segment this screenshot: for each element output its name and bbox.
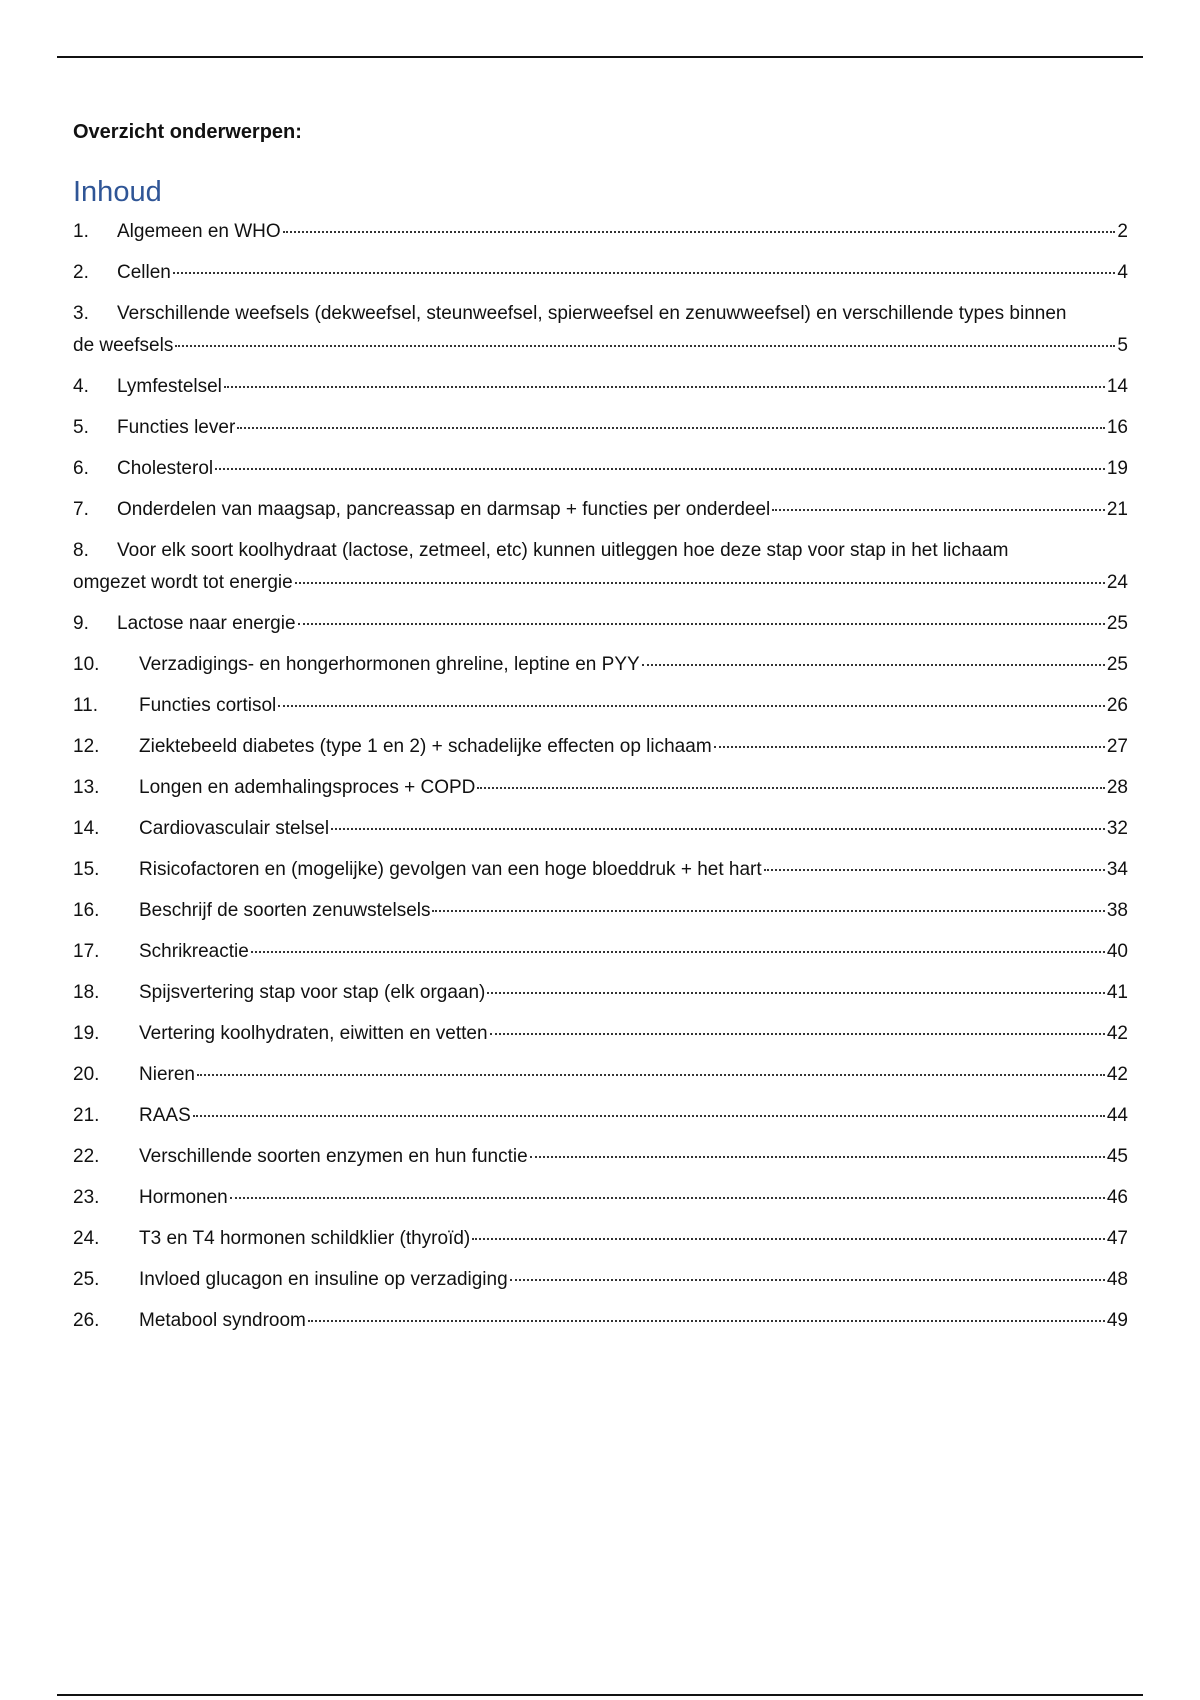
- toc-entry-first-line: [73, 298, 1128, 330]
- toc-entry-line: [73, 257, 1128, 289]
- toc-dot-leader: [487, 991, 1104, 994]
- toc-entry-number: 2.: [73, 262, 89, 283]
- toc-entry-number: 9.: [73, 613, 89, 634]
- toc-dot-leader: [283, 230, 1116, 233]
- toc-entry[interactable]: [73, 772, 1128, 804]
- toc-entry[interactable]: [73, 1182, 1128, 1214]
- toc-entry-number: 15.: [73, 859, 100, 880]
- toc-entry-title: Onderdelen van maagsap, pancreassap en darmsap + functies per onderdeel: [117, 499, 771, 520]
- toc-entry-title-continued: de weefsels: [73, 335, 174, 356]
- toc-entry-number: 3.: [73, 303, 89, 324]
- toc-entry-page: 21: [1106, 499, 1128, 520]
- toc-entry-title: Beschrijf de soorten zenuwstelsels: [139, 900, 431, 921]
- toc-entry-line: [73, 977, 1128, 1009]
- toc-entry-number: 21.: [73, 1105, 100, 1126]
- toc-dot-leader: [197, 1073, 1105, 1076]
- toc-entry-number: 13.: [73, 777, 100, 798]
- toc-entry-title: Functies lever: [117, 417, 236, 438]
- toc-entry-number: 19.: [73, 1023, 100, 1044]
- toc-entry-page: 14: [1106, 376, 1128, 397]
- toc-entry-page: 41: [1106, 982, 1128, 1003]
- toc-entry-line: [73, 1182, 1128, 1214]
- toc-entry[interactable]: [73, 895, 1128, 927]
- toc-dot-leader: [642, 663, 1105, 666]
- toc-entry-title: Verzadigings- en hongerhormonen ghreline, leptine en PYY: [139, 654, 640, 675]
- toc-entry-line: [73, 731, 1128, 763]
- toc-dot-leader: [173, 271, 1116, 274]
- toc-entry[interactable]: [73, 977, 1128, 1009]
- toc-entry-number: 20.: [73, 1064, 100, 1085]
- toc-entry-page: 27: [1106, 736, 1128, 757]
- toc-entry-number: 4.: [73, 376, 89, 397]
- table-of-contents: [73, 216, 1128, 1346]
- toc-entry-number: 16.: [73, 900, 100, 921]
- toc-entry-number: 11.: [73, 695, 99, 716]
- toc-entry[interactable]: [73, 854, 1128, 886]
- toc-entry-title: Lactose naar energie: [117, 613, 296, 634]
- toc-entry-title: Vertering koolhydraten, eiwitten en vetten: [139, 1023, 488, 1044]
- toc-dot-leader: [237, 426, 1105, 429]
- toc-entry-line: [73, 649, 1128, 681]
- toc-entry[interactable]: [73, 649, 1128, 681]
- toc-entry-line: [73, 1018, 1128, 1050]
- toc-dot-leader: [764, 868, 1105, 871]
- toc-entry[interactable]: [73, 731, 1128, 763]
- toc-entry[interactable]: [73, 1059, 1128, 1091]
- toc-entry-number: 12.: [73, 736, 100, 757]
- toc-entry[interactable]: [73, 1141, 1128, 1173]
- toc-entry[interactable]: [73, 690, 1128, 722]
- toc-entry-number: 14.: [73, 818, 100, 839]
- toc-entry[interactable]: [73, 1305, 1128, 1337]
- toc-entry-title: Metabool syndroom: [139, 1310, 306, 1331]
- toc-entry-title: Verschillende soorten enzymen en hun functie: [139, 1146, 528, 1167]
- toc-entry[interactable]: [73, 257, 1128, 289]
- toc-dot-leader: [308, 1319, 1105, 1322]
- toc-entry-line: [73, 216, 1128, 248]
- toc-entry-title: Nieren: [139, 1064, 195, 1085]
- toc-entry-page: 38: [1106, 900, 1128, 921]
- toc-dot-leader: [278, 704, 1105, 707]
- toc-entry-page: 5: [1117, 335, 1128, 356]
- toc-entry-page: 2: [1117, 221, 1128, 242]
- toc-entry[interactable]: [73, 608, 1128, 640]
- toc-entry-title: T3 en T4 hormonen schildklier (thyroïd): [139, 1228, 471, 1249]
- toc-entry-page: 25: [1106, 654, 1128, 675]
- toc-dot-leader: [193, 1114, 1105, 1117]
- toc-dot-leader: [772, 508, 1105, 511]
- toc-entry-line: [73, 1141, 1128, 1173]
- toc-entry-title: Hormonen: [139, 1187, 228, 1208]
- toc-entry[interactable]: [73, 1018, 1128, 1050]
- toc-entry-number: 18.: [73, 982, 100, 1003]
- toc-entry-line: [73, 854, 1128, 886]
- toc-entry-page: 44: [1106, 1105, 1128, 1126]
- toc-entry[interactable]: [73, 371, 1128, 403]
- toc-entry-line: [73, 371, 1128, 403]
- toc-entry-number: 6.: [73, 458, 89, 479]
- toc-dot-leader: [230, 1196, 1105, 1199]
- toc-entry[interactable]: [73, 494, 1128, 526]
- toc-entry-page: 19: [1106, 458, 1128, 479]
- toc-entry-page: 24: [1106, 572, 1128, 593]
- toc-entry-title: Invloed glucagon en insuline op verzadiging: [139, 1269, 508, 1290]
- toc-entry-title: Algemeen en WHO: [117, 221, 281, 242]
- toc-entry-page: 48: [1106, 1269, 1128, 1290]
- toc-entry-number: 5.: [73, 417, 89, 438]
- toc-entry-line: [73, 690, 1128, 722]
- toc-entry-title: Longen en ademhalingsproces + COPD: [139, 777, 476, 798]
- toc-title: Inhoud: [73, 176, 162, 208]
- toc-entry[interactable]: [73, 813, 1128, 845]
- toc-entry-line: [73, 412, 1128, 444]
- header-rule: [57, 56, 1143, 58]
- toc-entry-number: 24.: [73, 1228, 100, 1249]
- toc-entry-title: Risicofactoren en (mogelijke) gevolgen van een hoge bloeddruk + het hart: [139, 859, 762, 880]
- toc-dot-leader: [215, 467, 1105, 470]
- toc-entry-number: 17.: [73, 941, 100, 962]
- toc-entry-page: 26: [1106, 695, 1128, 716]
- toc-entry-page: 25: [1106, 613, 1128, 634]
- toc-entry-line: [73, 895, 1128, 927]
- toc-dot-leader: [298, 622, 1105, 625]
- toc-dot-leader: [251, 950, 1105, 953]
- toc-entry-second-line: [73, 567, 1128, 599]
- toc-entry-number: 8.: [73, 540, 89, 561]
- toc-entry-number: 25.: [73, 1269, 100, 1290]
- toc-dot-leader: [472, 1237, 1105, 1240]
- toc-entry-page: 16: [1106, 417, 1128, 438]
- toc-dot-leader: [490, 1032, 1105, 1035]
- toc-entry-number: 7.: [73, 499, 89, 520]
- toc-entry-title: Spijsvertering stap voor stap (elk orgaan): [139, 982, 486, 1003]
- toc-entry-title: Functies cortisol: [139, 695, 277, 716]
- toc-entry-line: [73, 1264, 1128, 1296]
- toc-entry-page: 28: [1106, 777, 1128, 798]
- toc-entry[interactable]: [73, 216, 1128, 248]
- toc-entry-page: 46: [1106, 1187, 1128, 1208]
- toc-entry-line: [73, 813, 1128, 845]
- toc-entry-title: Verschillende weefsels (dekweefsel, steunweefsel, spierweefsel en zenuwweefsel) en verschillende types binnen: [117, 303, 1067, 324]
- toc-entry-page: 32: [1106, 818, 1128, 839]
- toc-entry-first-line: [73, 535, 1128, 567]
- toc-entry-page: 49: [1106, 1310, 1128, 1331]
- toc-entry-line: [73, 1100, 1128, 1132]
- footer-rule: [57, 1694, 1143, 1696]
- toc-entry-title: Lymfestelsel: [117, 376, 222, 397]
- toc-dot-leader: [530, 1155, 1105, 1158]
- toc-entry-number: 1.: [73, 221, 89, 242]
- toc-entry-page: 34: [1106, 859, 1128, 880]
- toc-entry-line: [73, 1223, 1128, 1255]
- toc-entry-line: [73, 1059, 1128, 1091]
- toc-entry[interactable]: [73, 535, 1128, 599]
- toc-entry-number: 22.: [73, 1146, 100, 1167]
- toc-entry-title: RAAS: [139, 1105, 191, 1126]
- toc-entry-title: Ziektebeeld diabetes (type 1 en 2) + schadelijke effecten op lichaam: [139, 736, 712, 757]
- toc-entry-line: [73, 494, 1128, 526]
- toc-dot-leader: [477, 786, 1104, 789]
- toc-entry-page: 42: [1106, 1064, 1128, 1085]
- toc-dot-leader: [714, 745, 1105, 748]
- toc-entry-title-continued: omgezet wordt tot energie: [73, 572, 293, 593]
- toc-dot-leader: [295, 581, 1105, 584]
- toc-entry-number: 23.: [73, 1187, 100, 1208]
- toc-dot-leader: [510, 1278, 1105, 1281]
- toc-entry[interactable]: [73, 1264, 1128, 1296]
- toc-entry-line: [73, 608, 1128, 640]
- toc-entry-title: Voor elk soort koolhydraat (lactose, zetmeel, etc) kunnen uitleggen hoe deze stap voor stap in het lichaam: [117, 540, 1009, 561]
- toc-entry-title: Cardiovasculair stelsel: [139, 818, 330, 839]
- toc-entry[interactable]: [73, 936, 1128, 968]
- toc-entry-line: [73, 936, 1128, 968]
- toc-entry-number: 10.: [73, 654, 100, 675]
- toc-entry[interactable]: [73, 412, 1128, 444]
- toc-entry-page: 40: [1106, 941, 1128, 962]
- subject-heading: Overzicht onderwerpen:: [73, 121, 302, 143]
- toc-entry-page: 47: [1106, 1228, 1128, 1249]
- toc-entry-page: 4: [1117, 262, 1128, 283]
- toc-entry-line: [73, 772, 1128, 804]
- toc-entry-line: [73, 1305, 1128, 1337]
- toc-dot-leader: [331, 827, 1105, 830]
- toc-entry-number: 26.: [73, 1310, 100, 1331]
- toc-entry-title: Cholesterol: [117, 458, 214, 479]
- toc-entry-page: 42: [1106, 1023, 1128, 1044]
- toc-dot-leader: [175, 344, 1115, 347]
- toc-dot-leader: [224, 385, 1105, 388]
- toc-entry-title: Cellen: [117, 262, 171, 283]
- toc-entry[interactable]: [73, 1100, 1128, 1132]
- toc-entry-title: Schrikreactie: [139, 941, 249, 962]
- toc-entry-line: [73, 453, 1128, 485]
- toc-entry-second-line: [73, 330, 1128, 362]
- toc-entry[interactable]: [73, 298, 1128, 362]
- toc-entry[interactable]: [73, 453, 1128, 485]
- toc-entry[interactable]: [73, 1223, 1128, 1255]
- toc-dot-leader: [432, 909, 1104, 912]
- toc-entry-page: 45: [1106, 1146, 1128, 1167]
